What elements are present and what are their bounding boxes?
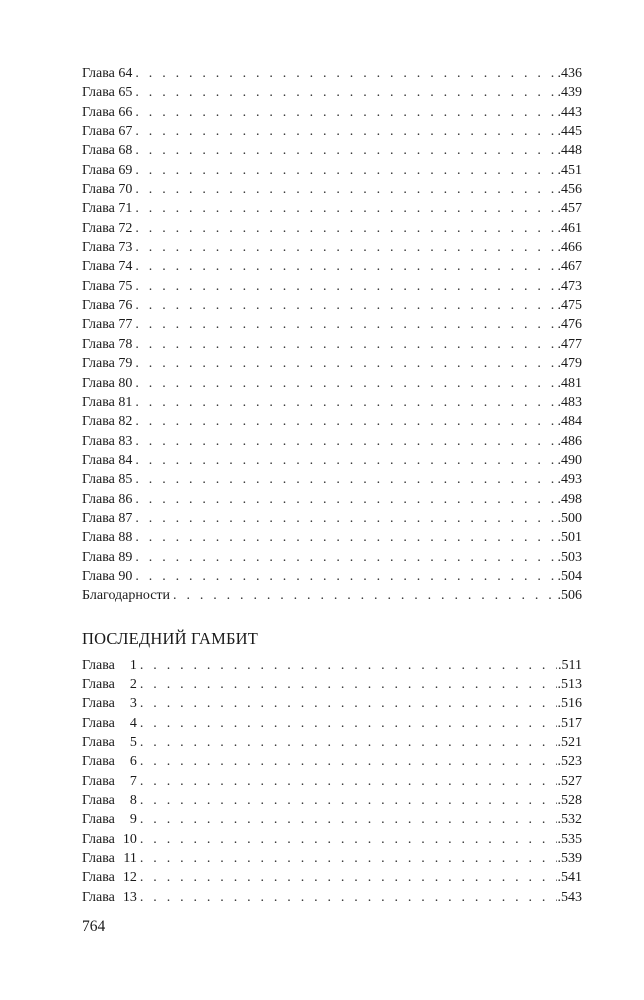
dot-leader [140,752,557,771]
toc-entry-page: .467 [557,259,582,275]
toc-entry-label [82,374,135,393]
toc-entry-page: .493 [557,472,582,488]
toc-entry-page: .439 [557,85,582,101]
toc-entry-label [82,849,140,868]
toc-entry [82,219,582,238]
toc-entry-page: .443 [557,104,582,120]
toc-entry-label [82,83,135,102]
toc-entry-label [82,354,135,373]
dot-leader [135,354,556,373]
toc-entry [82,849,582,868]
toc-entry-label [82,548,135,567]
toc-entry-page: .477 [557,336,582,352]
toc-entry-label [82,180,135,199]
toc-entry-title: Глава 88 [82,530,133,546]
dot-leader [135,374,556,393]
toc-entry-number: 8 [129,793,137,809]
toc-entry [82,509,582,528]
toc-entry-page: .517 [557,715,582,731]
toc-entry-page: .457 [557,201,582,217]
toc-entry [82,315,582,334]
toc-entry-page: .511 [558,657,582,673]
toc-entry-page: .532 [557,812,582,828]
toc-entry [82,490,582,509]
dot-leader [140,849,557,868]
toc-entry [82,830,582,849]
toc-entry [82,656,582,675]
toc-entry [82,586,582,605]
toc-entry-label [82,528,135,547]
toc-entry-number: 3 [129,696,137,712]
toc-entry-page: .523 [557,754,582,770]
toc-entry-title: Глава 89 [82,549,133,565]
toc-entry-page: .461 [557,220,582,236]
toc-entry-page: .481 [557,375,582,391]
toc-entry-label [82,694,140,713]
toc-entry [82,161,582,180]
toc-entry-label [82,277,135,296]
dot-leader [135,199,556,218]
toc-entry-title: Глава 68 [82,143,133,159]
toc-entry [82,868,582,887]
toc-entry-number: 6 [129,754,137,770]
toc-entry-label [82,888,140,907]
toc-entry [82,675,582,694]
dot-leader [135,161,556,180]
toc-entry-title: Глава 66 [82,104,133,120]
dot-leader [140,656,557,675]
toc-entry-label [82,470,135,489]
toc-entry-label [82,656,140,675]
toc-entry [82,64,582,83]
dot-leader [135,412,556,431]
dot-leader [135,451,556,470]
toc-entry-title: Глава [82,696,115,712]
dot-leader [140,830,557,849]
toc-entry-label [82,219,135,238]
toc-list-part1 [82,64,582,606]
toc-entry-page: .445 [557,124,582,140]
toc-entry-title: Благодарности [82,588,171,604]
toc-entry-label [82,830,140,849]
toc-entry-label [82,315,135,334]
toc-entry [82,694,582,713]
toc-entry-number: 10 [122,831,137,847]
toc-entry-page: .451 [557,162,582,178]
toc-entry-title: Глава [82,754,115,770]
toc-entry-page: .448 [557,143,582,159]
toc-entry-page: .527 [557,773,582,789]
toc-entry-label [82,509,135,528]
toc-entry [82,470,582,489]
toc-list-part2 [82,656,582,907]
toc-entry-page: .539 [557,851,582,867]
toc-entry-title: Глава 79 [82,356,133,372]
toc-entry-title: Глава 87 [82,510,133,526]
toc-entry-title: Глава 71 [82,201,133,217]
section-heading: ПОСЛЕДНИЙ ГАМБИТ [82,628,259,648]
toc-entry-page: .486 [557,433,582,449]
toc-entry-title: Глава 75 [82,278,133,294]
toc-entry-number: 11 [123,851,137,867]
toc-entry-page: .473 [557,278,582,294]
toc-entry-title: Глава [82,715,115,731]
dot-leader [135,315,556,334]
toc-entry [82,791,582,810]
toc-entry-number: 13 [122,889,137,905]
toc-entry-page: .504 [557,568,582,584]
toc-entry-title: Глава [82,793,115,809]
toc-entry-page: .466 [557,240,582,256]
toc-entry-title: Глава 81 [82,394,133,410]
toc-entry-page: .456 [557,182,582,198]
toc-entry [82,810,582,829]
toc-entry-label [82,393,135,412]
toc-entry-title: Глава 80 [82,375,133,391]
toc-entry-label [82,714,140,733]
toc-entry-page: .484 [557,414,582,430]
dot-leader [135,83,556,102]
toc-entry-page: .528 [557,793,582,809]
toc-entry-page: .501 [557,530,582,546]
toc-entry-title: Глава 77 [82,317,133,333]
toc-entry [82,393,582,412]
toc-entry-title: Глава 64 [82,66,133,81]
toc-entry-title: Глава [82,831,115,847]
dot-leader [135,432,556,451]
dot-leader [135,490,556,509]
toc-entry-title: Глава 73 [82,240,133,256]
toc-entry-label [82,296,135,315]
toc-entry-page: .506 [557,588,582,604]
toc-entry [82,714,582,733]
toc-entry [82,752,582,771]
toc-entry [82,141,582,160]
dot-leader [135,296,556,315]
toc-entry-title: Глава 82 [82,414,133,430]
toc-entry-page: .503 [557,549,582,565]
table-of-contents [82,64,582,907]
toc-entry-title: Глава 83 [82,433,133,449]
toc-entry-title: Глава [82,889,115,905]
dot-leader [140,733,557,752]
toc-entry [82,83,582,102]
toc-entry-label [82,586,173,605]
dot-leader [135,277,556,296]
dot-leader [173,586,556,605]
dot-leader [140,791,557,810]
dot-leader [135,141,556,160]
toc-entry-title: Глава [82,812,115,828]
toc-entry-label [82,141,135,160]
toc-entry [82,199,582,218]
toc-entry-title: Глава [82,773,115,789]
toc-entry [82,335,582,354]
toc-entry-label [82,238,135,257]
toc-entry [82,180,582,199]
toc-entry-title: Глава [82,735,115,750]
toc-entry-title: Глава 67 [82,124,133,140]
toc-entry-title: Глава 86 [82,491,133,507]
dot-leader [140,810,557,829]
toc-entry-page: .490 [557,452,582,468]
toc-entry [82,257,582,276]
toc-entry-page: .479 [557,356,582,372]
toc-entry-page: .516 [557,696,582,712]
toc-entry-title: Глава [82,870,115,886]
toc-entry [82,451,582,470]
toc-entry-number: 12 [122,870,137,886]
toc-entry-title: Глава 84 [82,452,133,468]
toc-entry-page: .521 [557,735,582,750]
dot-leader [135,393,556,412]
dot-leader [135,509,556,528]
toc-entry [82,888,582,907]
toc-entry [82,548,582,567]
toc-entry [82,354,582,373]
toc-entry-number: 9 [129,812,137,828]
toc-entry-label [82,161,135,180]
dot-leader [140,694,557,713]
dot-leader [135,470,556,489]
dot-leader [135,103,556,122]
toc-entry-label [82,412,135,431]
toc-entry-page: .541 [557,870,582,886]
toc-entry-label [82,810,140,829]
dot-leader [140,772,557,791]
toc-entry-title: Глава [82,657,115,673]
dot-leader [140,714,557,733]
toc-entry-label [82,64,135,83]
toc-entry-title: Глава 65 [82,85,133,101]
toc-entry-page: .500 [557,510,582,526]
dot-leader [140,888,557,907]
toc-entry-page: .483 [557,394,582,410]
toc-entry-label [82,772,140,791]
dot-leader [135,122,556,141]
dot-leader [135,528,556,547]
toc-entry-title: Глава 85 [82,472,133,488]
toc-entry [82,733,582,752]
toc-entry [82,567,582,586]
dot-leader [135,548,556,567]
dot-leader [135,180,556,199]
toc-entry-label [82,868,140,887]
toc-entry-page: .513 [557,676,582,692]
toc-entry [82,374,582,393]
toc-entry-page: .543 [557,889,582,905]
toc-entry [82,277,582,296]
toc-entry [82,296,582,315]
dot-leader [135,567,556,586]
toc-entry-label [82,432,135,451]
toc-entry-label [82,490,135,509]
toc-entry [82,122,582,141]
dot-leader [140,675,557,694]
toc-entry-number: 5 [129,735,137,750]
toc-entry-label [82,122,135,141]
toc-entry-number: 4 [129,715,137,731]
toc-entry-title: Глава 78 [82,336,133,352]
toc-entry-number: 7 [129,773,137,789]
toc-entry [82,238,582,257]
toc-entry-page: .476 [557,317,582,333]
dot-leader [140,868,557,887]
toc-entry-label [82,335,135,354]
dot-leader [135,219,556,238]
toc-entry-label [82,675,140,694]
toc-entry [82,432,582,451]
toc-entry-title: Глава 72 [82,220,133,236]
dot-leader [135,335,556,354]
toc-entry [82,772,582,791]
dot-leader [135,64,556,83]
toc-entry-title: Глава [82,851,115,867]
toc-entry-label [82,752,140,771]
dot-leader [135,257,556,276]
toc-entry-page: .475 [557,298,582,314]
toc-entry [82,103,582,122]
toc-entry-label [82,451,135,470]
toc-entry-number: 2 [129,676,137,692]
toc-entry-page: .535 [557,831,582,847]
page-number: 764 [82,918,106,935]
toc-entry-label [82,567,135,586]
toc-entry-title: Глава 74 [82,259,133,275]
toc-entry [82,528,582,547]
toc-entry-number: 1 [129,657,137,673]
toc-entry-title: Глава 76 [82,298,133,314]
toc-entry-title: Глава 90 [82,568,133,584]
dot-leader [135,238,556,257]
toc-entry-page: .498 [557,491,582,507]
toc-entry-title: Глава 69 [82,162,133,178]
toc-entry-label [82,791,140,810]
toc-entry-title: Глава 70 [82,182,133,198]
toc-entry [82,412,582,431]
toc-entry-label [82,103,135,122]
toc-entry-page: .436 [557,66,582,81]
toc-entry-title: Глава [82,676,115,692]
toc-entry-label [82,199,135,218]
toc-entry-label [82,257,135,276]
toc-entry-label [82,733,140,752]
